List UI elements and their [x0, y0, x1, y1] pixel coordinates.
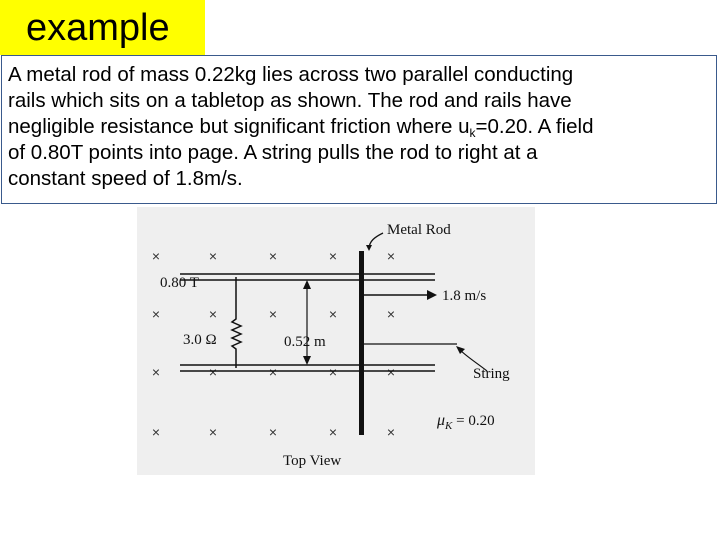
- problem-line-3b: =0.20. A field: [475, 115, 594, 138]
- mu-subscript: K: [445, 420, 453, 432]
- field-label: 0.80 T: [160, 275, 199, 291]
- resistor: [232, 277, 241, 368]
- field-cross: ×: [208, 424, 218, 440]
- field-cross: ×: [268, 424, 278, 440]
- length-arrow-bottom: [303, 356, 311, 365]
- field-cross: ×: [208, 364, 218, 380]
- field-cross: ×: [386, 248, 396, 264]
- mu-value: = 0.20: [452, 413, 495, 429]
- problem-line-3a: negligible resistance but significant friction where u: [8, 115, 470, 138]
- velocity-arrowhead: [427, 290, 437, 300]
- diagram-svg: [137, 207, 535, 475]
- resistor-label: 3.0 Ω: [183, 332, 217, 348]
- problem-line-1: A metal rod of mass 0.22kg lies across two parallel conducting: [8, 63, 574, 86]
- field-cross: ×: [151, 424, 161, 440]
- problem-line-5: constant speed of 1.8m/s.: [8, 167, 243, 190]
- field-cross: ×: [151, 248, 161, 264]
- field-cross: ×: [151, 364, 161, 380]
- metal-rod: [359, 251, 364, 435]
- mu-symbol: μ: [437, 412, 446, 429]
- problem-text-box: [1, 55, 717, 204]
- length-arrow-top: [303, 280, 311, 289]
- slide-title: example: [26, 7, 170, 49]
- friction-label: [436, 412, 495, 432]
- length-label: 0.52 m: [284, 334, 326, 350]
- friction-subscript: k: [469, 126, 476, 140]
- speed-label: 1.8 m/s: [442, 288, 487, 304]
- field-cross: ×: [268, 364, 278, 380]
- field-cross: ×: [386, 364, 396, 380]
- field-cross: ×: [268, 248, 278, 264]
- rod-pointer-arrowhead: [366, 245, 372, 251]
- field-cross: ×: [208, 306, 218, 322]
- field-cross: ×: [328, 424, 338, 440]
- field-cross: ×: [208, 248, 218, 264]
- rod-rails-diagram: [137, 207, 535, 475]
- problem-line-4: of 0.80T points into page. A string pulls the rod to right at a: [8, 141, 538, 164]
- field-cross: ×: [328, 364, 338, 380]
- field-cross: ×: [386, 424, 396, 440]
- field-cross: ×: [328, 248, 338, 264]
- field-cross: ×: [386, 306, 396, 322]
- string-label: String: [473, 366, 510, 382]
- field-cross: ×: [151, 306, 161, 322]
- field-cross: ×: [328, 306, 338, 322]
- title-banner: [0, 0, 205, 55]
- view-caption: Top View: [283, 453, 342, 469]
- problem-line-2: rails which sits on a tabletop as shown. The rod and rails have: [8, 89, 572, 112]
- field-cross: ×: [268, 306, 278, 322]
- rod-label: Metal Rod: [387, 222, 451, 238]
- problem-statement: [2, 56, 716, 192]
